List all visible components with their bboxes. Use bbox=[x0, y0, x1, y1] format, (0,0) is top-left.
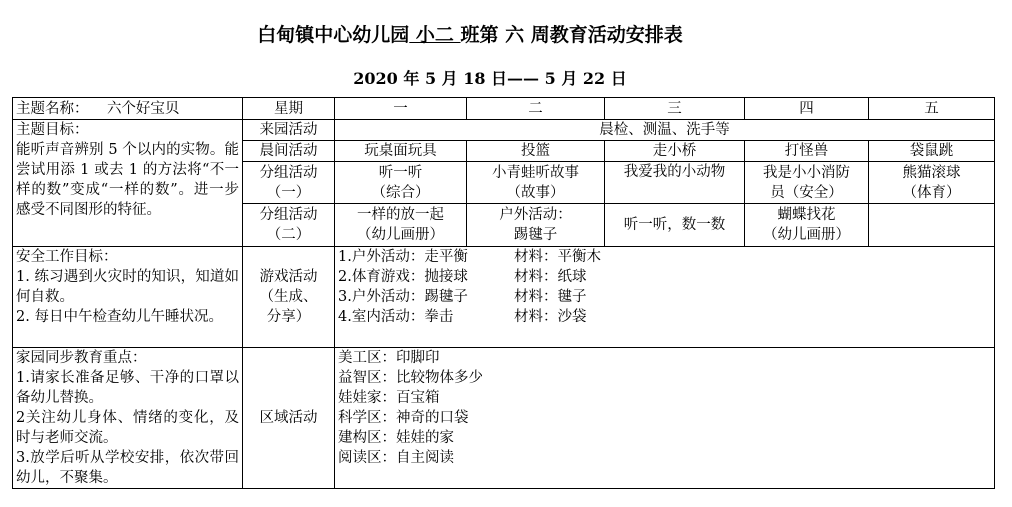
title-class-fill: 小二 bbox=[409, 24, 461, 46]
group2-tue-line: 户外活动： bbox=[499, 207, 572, 223]
game-item bbox=[338, 287, 991, 307]
group1-wed-line: 我爱我的小动物 bbox=[623, 164, 726, 180]
group1-fri-line: （体育） bbox=[902, 184, 961, 201]
group2-mon-line: （幼儿画册） bbox=[357, 227, 444, 243]
game-item bbox=[338, 307, 991, 327]
area-label: 区域活动 bbox=[243, 348, 335, 489]
day-wed: 三 bbox=[605, 98, 745, 120]
group2-label-line: （二） bbox=[266, 227, 311, 243]
day-thu: 四 bbox=[745, 98, 869, 120]
game-material: 材料：平衡木 bbox=[514, 249, 601, 265]
home-item: 2关注幼儿身体、情绪的变化，及时与老师交流。 bbox=[16, 410, 239, 446]
day-tue: 二 bbox=[467, 98, 605, 120]
game-label-line: （生成、 bbox=[259, 289, 318, 305]
theme-name-cell bbox=[13, 98, 243, 120]
game-activity: 1.户外活动：走平衡 bbox=[338, 249, 468, 265]
weekday-label: 星期 bbox=[243, 98, 335, 120]
group1-tue-line: 小青蛙听故事 bbox=[492, 164, 579, 181]
group1-label-line: （一） bbox=[266, 184, 311, 201]
header-row bbox=[13, 98, 995, 120]
group2-tue bbox=[467, 204, 605, 247]
game-activity: 3.户外活动：踢毽子 bbox=[338, 289, 468, 305]
group1-mon bbox=[335, 162, 467, 204]
group1-label-line: 分组活动 bbox=[259, 164, 318, 181]
group1-wed bbox=[605, 162, 745, 204]
group1-fri bbox=[869, 162, 995, 204]
group1-tue bbox=[467, 162, 605, 204]
home-edu-cell bbox=[13, 348, 243, 489]
schedule-table bbox=[12, 97, 995, 489]
title-school: 白甸镇中心幼儿园 bbox=[257, 24, 410, 46]
group1-mon-line: 听一听 bbox=[378, 164, 423, 181]
theme-name-value: 六个好宝贝 bbox=[106, 100, 180, 117]
area-item: 科学区：神奇的口袋 bbox=[338, 410, 469, 426]
arrival-label: 来园活动 bbox=[243, 120, 335, 141]
group2-thu-line: （幼儿画册） bbox=[763, 227, 850, 243]
morning-thu: 打怪兽 bbox=[745, 141, 869, 162]
home-item: 3.放学后听从学校安排，依次带回幼儿，不聚集。 bbox=[16, 450, 239, 486]
area-item: 阅读区：自主阅读 bbox=[338, 450, 454, 466]
day-fri: 五 bbox=[869, 98, 995, 120]
group1-tue-line: （故事） bbox=[506, 184, 565, 201]
safety-item: 1. 练习遇到火灾时的知识，知道如何自救。 bbox=[16, 269, 239, 305]
group1-thu-line: 我是小小消防 bbox=[763, 164, 850, 181]
area-item: 美工区：印脚印 bbox=[338, 350, 440, 366]
game-label-line: 游戏活动 bbox=[259, 269, 318, 285]
page-title bbox=[0, 20, 940, 47]
home-label: 家园同步教育重点： bbox=[16, 350, 147, 366]
safety-goal-cell bbox=[13, 247, 243, 348]
group2-wed-line: 听一听，数一数 bbox=[623, 217, 726, 233]
game-item bbox=[338, 267, 991, 287]
group2-mon-line: 一样的放一起 bbox=[357, 207, 444, 223]
group1-label bbox=[243, 162, 335, 204]
theme-goal-label: 主题目标： bbox=[16, 122, 89, 138]
theme-name-label: 主题名称： bbox=[16, 100, 89, 117]
date-range: 2020 年 5 月 18 日—— 5 月 22 日 bbox=[353, 69, 627, 88]
safety-item: 2. 每日中午检查幼儿午睡状况。 bbox=[16, 309, 223, 325]
game-label bbox=[243, 247, 335, 348]
game-material: 材料：沙袋 bbox=[514, 309, 587, 325]
game-material: 材料：毽子 bbox=[514, 289, 587, 305]
game-activity: 4.室内活动：拳击 bbox=[338, 309, 454, 325]
safety-label: 安全工作目标： bbox=[16, 249, 118, 265]
arrival-content: 晨检、测温、洗手等 bbox=[335, 120, 995, 141]
game-activity: 2.体育游戏：抛接球 bbox=[338, 269, 468, 285]
home-item: 1.请家长准备足够、干净的口罩以备幼儿替换。 bbox=[16, 370, 239, 406]
group1-mon-line: （综合） bbox=[371, 184, 430, 201]
morning-fri: 袋鼠跳 bbox=[869, 141, 995, 162]
theme-goal-text: 能听声音辨别 5 个以内的实物。能尝试用添 1 或去 1 的方法将“不一样的数”变成“一样的数”。进一步感受不同图形的特征。 bbox=[16, 142, 239, 218]
morning-mon: 玩桌面玩具 bbox=[335, 141, 467, 162]
area-content bbox=[335, 348, 995, 489]
group2-thu bbox=[745, 204, 869, 247]
game-label-line: 分享） bbox=[266, 309, 311, 325]
group2-tue-line: 踢毽子 bbox=[513, 227, 558, 243]
group1-thu bbox=[745, 162, 869, 204]
group2-mon bbox=[335, 204, 467, 247]
morning-label: 晨间活动 bbox=[243, 141, 335, 162]
morning-wed: 走小桥 bbox=[605, 141, 745, 162]
group1-thu-line: 员（安全） bbox=[770, 184, 843, 201]
group2-wed bbox=[605, 204, 745, 247]
game-row bbox=[13, 247, 995, 348]
theme-goal-cell bbox=[13, 120, 243, 247]
day-mon: 一 bbox=[335, 98, 467, 120]
group2-fri bbox=[869, 204, 995, 247]
area-item: 娃娃家：百宝箱 bbox=[338, 390, 440, 406]
morning-tue: 投篮 bbox=[467, 141, 605, 162]
game-item bbox=[338, 247, 991, 267]
area-item: 建构区：娃娃的家 bbox=[338, 430, 454, 446]
group2-thu-line: 蝴蝶找花 bbox=[777, 207, 836, 223]
arrival-row bbox=[13, 120, 995, 141]
group1-fri-line: 熊猫滚球 bbox=[902, 164, 961, 181]
group2-label-line: 分组活动 bbox=[259, 207, 318, 223]
group2-label bbox=[243, 204, 335, 247]
game-content bbox=[335, 247, 995, 348]
title-week: 班第 六 周教育活动安排表 bbox=[460, 24, 683, 46]
game-material: 材料：纸球 bbox=[514, 269, 587, 285]
area-item: 益智区：比较物体多少 bbox=[338, 370, 483, 386]
area-row bbox=[13, 348, 995, 489]
